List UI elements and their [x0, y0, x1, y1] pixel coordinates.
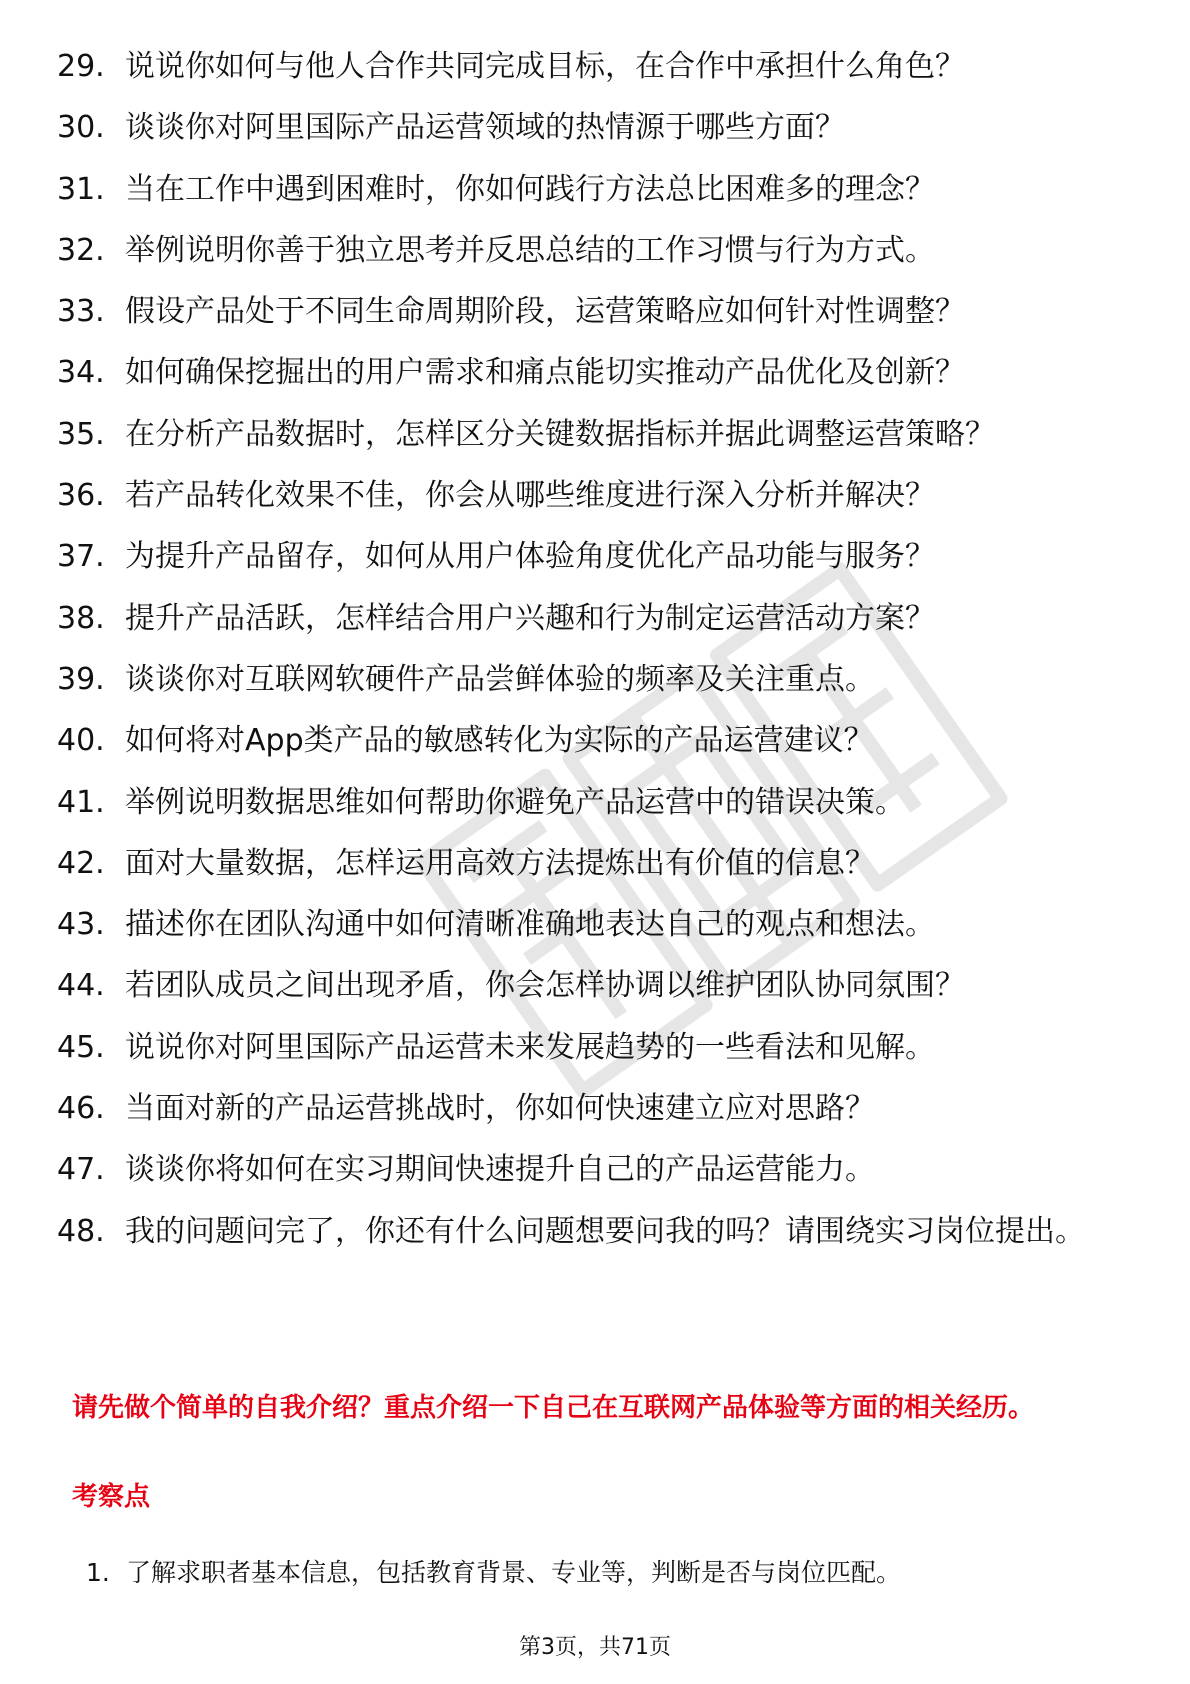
- question-number: 43.: [57, 907, 105, 943]
- question-item: [57, 661, 1137, 698]
- assessment-point-number: 1.: [86, 1558, 110, 1587]
- question-item: [57, 48, 1137, 85]
- question-item: [57, 784, 1137, 821]
- question-item: [57, 845, 1137, 882]
- question-text: 当在工作中遇到困难时，你如何践行方法总比困难多的理念？: [125, 171, 935, 207]
- question-item: [57, 1213, 1137, 1250]
- question-item: [57, 477, 1137, 514]
- question-number: 47.: [57, 1152, 105, 1188]
- question-list: [57, 48, 1137, 1274]
- question-text: 举例说明你善于独立思考并反思总结的工作习惯与行为方式。: [125, 232, 935, 268]
- question-item: [57, 171, 1137, 208]
- question-item: [57, 1029, 1137, 1066]
- question-text: 提升产品活跃，怎样结合用户兴趣和行为制定运营活动方案？: [125, 600, 935, 636]
- assessment-points-heading: 考察点: [72, 1482, 151, 1512]
- question-item: [57, 967, 1137, 1004]
- question-text: 假设产品处于不同生命周期阶段，运营策略应如何针对性调整？: [125, 294, 965, 330]
- question-number: 35.: [57, 416, 105, 452]
- question-number: 41.: [57, 784, 105, 820]
- question-number: 46.: [57, 1091, 105, 1127]
- question-number: 39.: [57, 661, 105, 697]
- question-number: 45.: [57, 1029, 105, 1065]
- question-item: [57, 109, 1137, 146]
- question-item: [57, 416, 1137, 453]
- question-item: [57, 232, 1137, 269]
- question-text: 当面对新的产品运营挑战时，你如何快速建立应对思路？: [125, 1091, 875, 1127]
- question-item: [57, 354, 1137, 391]
- question-text: 描述你在团队沟通中如何清晰准确地表达自己的观点和想法。: [125, 907, 935, 943]
- question-text: 谈谈你对互联网软硬件产品尝鲜体验的频率及关注重点。: [125, 661, 875, 697]
- question-number: 36.: [57, 478, 105, 514]
- question-item: [57, 722, 1137, 759]
- question-number: 48.: [57, 1213, 105, 1249]
- page-footer: 第3页，共71页: [519, 1635, 671, 1660]
- question-number: 30.: [57, 110, 105, 146]
- question-text: 说说你如何与他人合作共同完成目标，在合作中承担什么角色？: [125, 49, 965, 84]
- question-text: 如何确保挖掘出的用户需求和痛点能切实推动产品优化及创新？: [125, 355, 965, 391]
- question-text: 如何将对App类产品的敏感转化为实际的产品运营建议？: [125, 723, 874, 759]
- question-item: [57, 1090, 1137, 1127]
- question-text: 说说你对阿里国际产品运营未来发展趋势的一些看法和见解。: [125, 1029, 935, 1065]
- question-item: [57, 906, 1137, 943]
- question-number: 34.: [57, 355, 105, 391]
- question-number: 38.: [57, 600, 105, 636]
- assessment-point: [86, 1556, 1116, 1590]
- question-text: 为提升产品留存，如何从用户体验角度优化产品功能与服务？: [125, 539, 935, 575]
- question-number: 40.: [57, 723, 105, 759]
- question-text: 举例说明数据思维如何帮助你避免产品运营中的错误决策。: [125, 784, 905, 820]
- assessment-points-list: [86, 1556, 1116, 1590]
- question-text: 谈谈你对阿里国际产品运营领域的热情源于哪些方面？: [125, 110, 845, 146]
- question-heading: 请先做个简单的自我介绍？重点介绍一下自己在互联网产品体验等方面的相关经历。: [72, 1393, 1035, 1423]
- question-number: 29.: [57, 49, 105, 84]
- question-number: 31.: [57, 171, 105, 207]
- question-item: [57, 1151, 1137, 1188]
- assessment-point-text: 了解求职者基本信息，包括教育背景、专业等，判断是否与岗位匹配。: [126, 1558, 902, 1587]
- question-text: 在分析产品数据时，怎样区分关键数据指标并据此调整运营策略？: [125, 416, 995, 452]
- question-text: 谈谈你将如何在实习期间快速提升自己的产品运营能力。: [125, 1152, 875, 1188]
- question-text: 我的问题问完了，你还有什么问题想要问我的吗？请围绕实习岗位提出。: [125, 1213, 1085, 1249]
- question-text: 若产品转化效果不佳，你会从哪些维度进行深入分析并解决？: [125, 478, 935, 514]
- question-item: [57, 293, 1137, 330]
- question-item: [57, 600, 1137, 637]
- question-text: 面对大量数据，怎样运用高效方法提炼出有价值的信息？: [125, 845, 875, 881]
- question-number: 32.: [57, 232, 105, 268]
- question-number: 42.: [57, 845, 105, 881]
- question-number: 44.: [57, 968, 105, 1004]
- question-number: 33.: [57, 294, 105, 330]
- question-item: [57, 538, 1137, 575]
- question-text: 若团队成员之间出现矛盾，你会怎样协调以维护团队协同氛围？: [125, 968, 965, 1004]
- question-number: 37.: [57, 539, 105, 575]
